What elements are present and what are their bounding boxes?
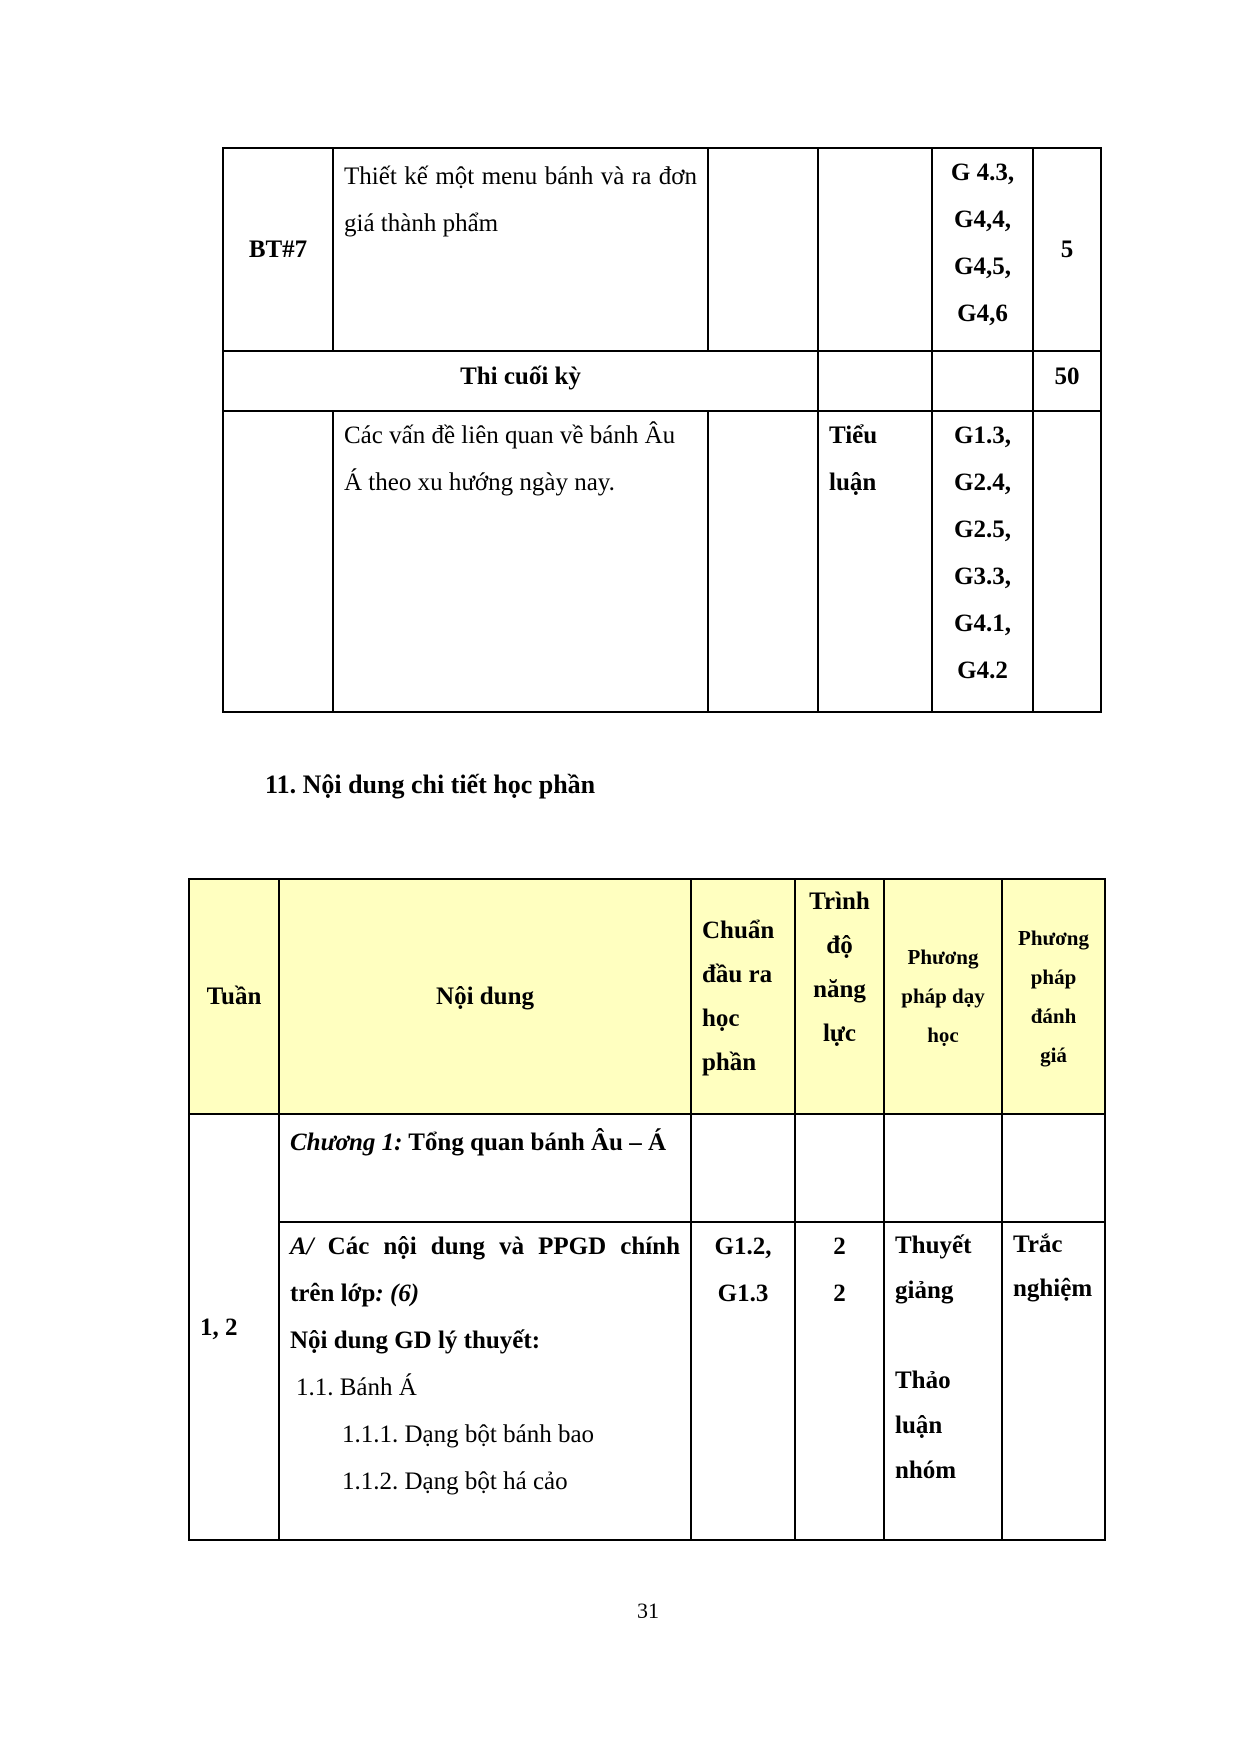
list-item: 1.1.1. Dạng bột bánh bao [342,1421,595,1448]
assessment-table [222,147,1102,713]
assignment-code: BT#7 [223,148,333,351]
table-row [189,1222,1105,1540]
header-week: Tuần [189,879,279,1114]
section-heading: 11. Nội dung chi tiết học phần [265,770,596,799]
competency-cell: 2 2 [795,1222,884,1540]
empty-cell [708,411,818,712]
empty-cell [818,148,932,351]
exam-content: Các vấn đề liên quan về bánh Âu Á theo xu hướng ngày nay. [333,411,708,712]
empty-cell [708,148,818,351]
empty-cell [1033,411,1101,712]
theory-label: Nội dung GD lý thuyết: [290,1327,541,1354]
list-item: 1.1.2. Dạng bột há cảo [342,1468,568,1495]
empty-cell [818,351,932,411]
header-content: Nội dung [279,879,691,1114]
section-title: A/ Các nội dung và PPGD chính trên lớp: (6) [290,1233,680,1307]
header-teaching-method: Phương pháp dạy học [884,879,1002,1114]
outcome: G4,4, [954,206,1011,233]
teaching-method-cell: Thuyết giảng Thảo luận nhóm [884,1222,1002,1540]
final-exam-label: Thi cuối kỳ [223,351,818,411]
empty-cell [691,1114,795,1222]
outcomes-cell: G1.3, G2.4, G2.5, G3.3, G4.1, G4.2 [932,411,1033,712]
list-item: 1.1. Bánh Á [296,1374,417,1401]
header-competency: Trình độ năng lực [795,879,884,1114]
outcomes-cell [932,148,1033,351]
outcome: G4,6 [957,300,1008,327]
header-assessment-method: Phương pháp đánh giá [1002,879,1105,1114]
header-outcomes: Chuẩn đầu ra học phần [691,879,795,1114]
assessment-method-cell: Trắc nghiệm [1002,1222,1105,1540]
table-row [223,411,1101,712]
content-cell [279,1222,691,1540]
empty-cell [223,411,333,712]
outcome: G4,5, [954,253,1011,280]
outcomes-cell: G1.2, G1.3 [691,1222,795,1540]
empty-cell [1002,1114,1105,1222]
course-detail-table [188,878,1106,1541]
outcome: G 4.3, [950,159,1015,186]
week-cell: 1, 2 [189,1114,279,1540]
chapter-title: Chương 1: Tổng quan bánh Âu – Á [279,1114,691,1222]
table-header-row [189,879,1105,1114]
empty-cell [884,1114,1002,1222]
empty-cell [932,351,1033,411]
empty-cell [795,1114,884,1222]
assignment-content: Thiết kế một menu bánh và ra đơn giá thành phẩm [333,148,708,351]
final-exam-weight: 50 [1033,351,1101,411]
table-row [223,148,1101,351]
weight: 5 [1033,148,1101,351]
table-row [189,1114,1105,1222]
exam-form: Tiểu luận [818,411,932,712]
table-row [223,351,1101,411]
page-number: 31 [637,1598,659,1623]
